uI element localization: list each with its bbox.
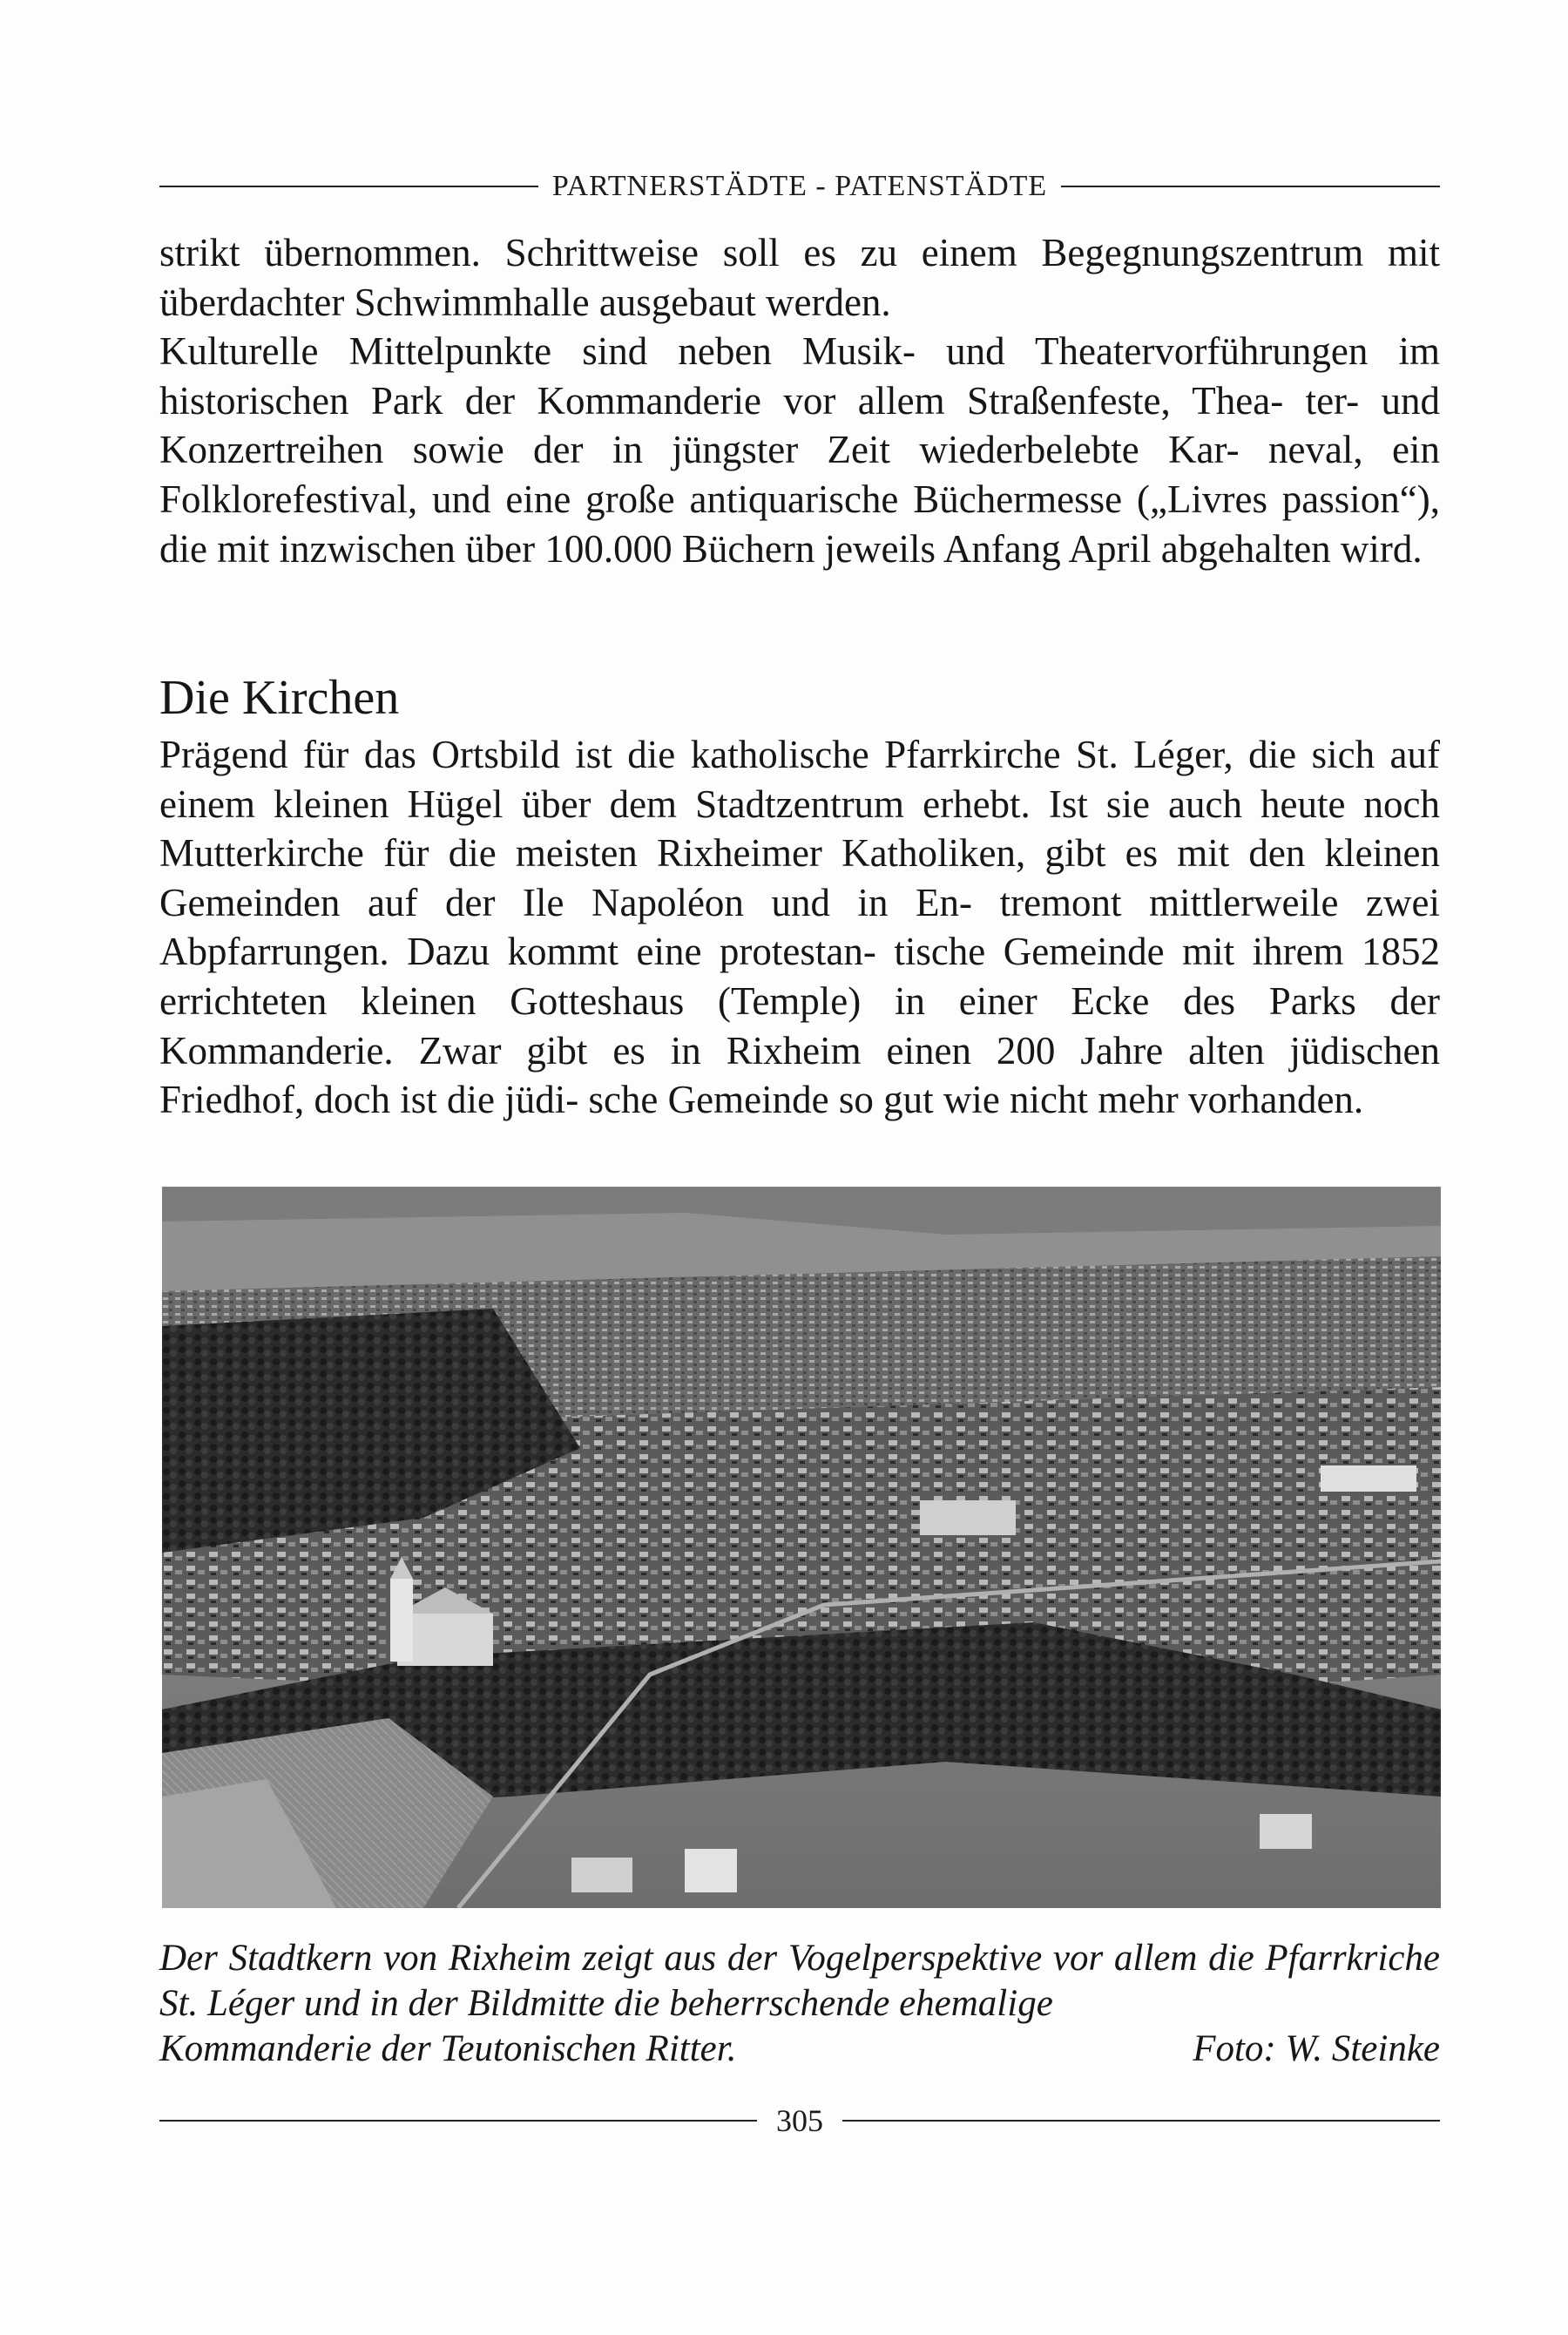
text-line: gibt es mit den kleinen Gemeinden auf der Ile Napoléon und in En-	[159, 831, 1441, 924]
text-line: Anfang April abgehalten wird.	[943, 526, 1423, 571]
text-line: strikt übernommen. Schrittweise soll es zu einem Begegnungszentrum	[159, 231, 1364, 274]
body-text-churches	[159, 730, 1440, 1125]
paragraph-churches	[159, 730, 1440, 1125]
body-text-top	[159, 228, 1440, 573]
caption-line: Kommanderie der Teutonischen Ritter.	[159, 2028, 737, 2069]
text-line: Prägend für das Ortsbild ist die katholische Pfarrkirche St. Léger, die	[159, 733, 1297, 776]
header-rule-right	[1061, 186, 1440, 187]
text-line: ter- und Konzertreihen sowie der in jüngster Zeit wiederbelebte Kar-	[159, 378, 1441, 472]
footer-rule-left	[159, 2120, 757, 2122]
page-footer	[159, 2098, 1440, 2143]
aerial-photo-illustration	[162, 1187, 1441, 1908]
photo-caption	[159, 1936, 1440, 2072]
photo-credit: Foto: W. Steinke	[1193, 2028, 1440, 2069]
footer-rule-right	[842, 2120, 1440, 2122]
paragraph-culture	[159, 327, 1440, 573]
section-heading: Die Kirchen	[159, 671, 400, 725]
text-line: tremont mittlerweile zwei Abpfarrungen. Dazu kommt eine protestan-	[159, 880, 1440, 974]
running-header	[159, 164, 1440, 209]
text-line: (Temple) in einer Ecke des Parks der Kommanderie. Zwar gibt es in	[159, 978, 1440, 1073]
aerial-photo	[162, 1187, 1441, 1908]
text-line: („Livres passion“), die mit inzwischen über 100.000 Büchern jeweils	[159, 477, 1441, 571]
text-line: sche Gemeinde so gut wie nicht mehr vorhanden.	[588, 1078, 1364, 1122]
header-rule-left	[159, 186, 538, 187]
running-header-title: PARTNERSTÄDTE - PATENSTÄDTE	[551, 170, 1048, 202]
text-line: Rixheim einen 200 Jahre alten jüdischen Friedhof, doch ist die jüdi-	[159, 1028, 1440, 1122]
caption-line: Der Stadtkern von Rixheim zeigt aus der Vogelperspektive vor allem die	[159, 1938, 1254, 1979]
text-line: Kulturelle Mittelpunkte sind neben Musik- und Theatervorführungen	[159, 329, 1369, 374]
caption-line: Pfarrkriche St. Léger und in der Bildmitte die beherrschende ehemalige	[159, 1938, 1440, 2024]
caption-last-row	[159, 2027, 1440, 2072]
paragraph-intro	[159, 228, 1440, 327]
text-line: im historischen Park der Kommanderie vor allem Straßenfeste, Thea-	[159, 329, 1440, 423]
text-line: mit überdachter Schwimmhalle ausgebaut werden.	[159, 231, 1440, 324]
text-line: auch heute noch Mutterkirche für die meisten Rixheimer Katholiken,	[159, 782, 1440, 876]
page-number: 305	[776, 2103, 823, 2138]
text-line: tische Gemeinde mit ihrem 1852 errichteten kleinen Gotteshaus	[159, 930, 1441, 1023]
text-line: neval, ein Folklorefestival, und eine große antiquarische Büchermesse	[159, 428, 1440, 521]
caption-text	[159, 1936, 1440, 2027]
text-line: sich auf einem kleinen Hügel über dem Stadtzentrum erhebt. Ist sie	[159, 733, 1440, 826]
